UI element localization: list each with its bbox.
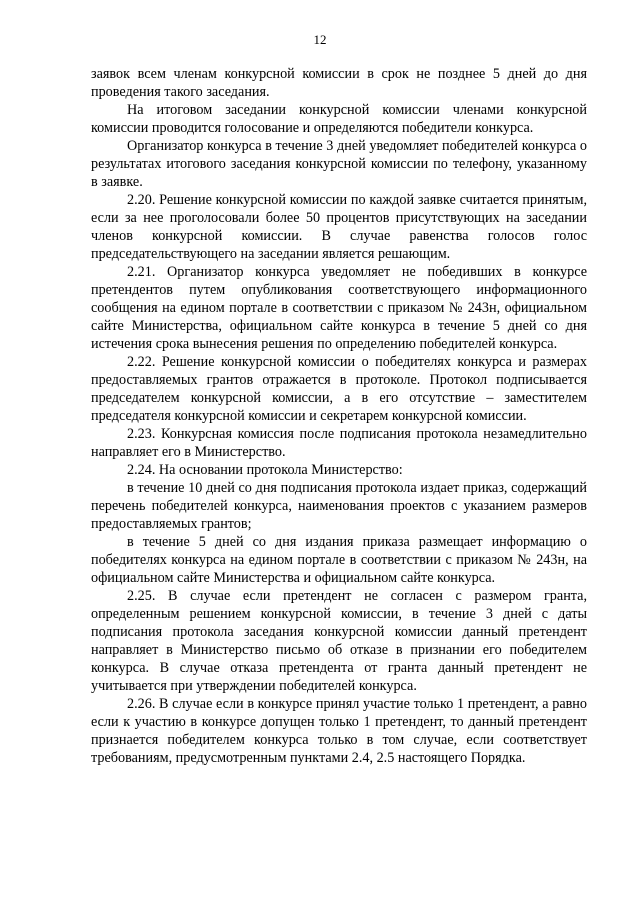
paragraph-2-22: 2.22. Решение конкурсной комиссии о победителях конкурса и размерах предоставляемых грантов отражается в протоколе. Протокол подписывается председателем конкурсной комиссии, а в его отсутствие – заместителем председателя конкурсной комиссии и секретарем конкурсной комиссии. <box>91 354 587 424</box>
paragraph-2-21: 2.21. Организатор конкурса уведомляет не победивших в конкурсе претендентов путем опубликования соответствующего информационного сообщения на едином портале в соответствии с приказом № 243н, официальном сайте Министерства, официальном сайте конкурса в течение 5 дней со дня истечения срока вынесения решения по определению победителей конкурса. <box>91 264 587 352</box>
paragraph-2-20: 2.20. Решение конкурсной комиссии по каждой заявке считается принятым, если за нее проголосовали более 50 процентов присутствующих на заседании членов конкурсной комиссии. В случае равенства голосов голос председательствующего на заседании является решающим. <box>91 192 587 262</box>
paragraph-2-25: 2.25. В случае если претендент не согласен с размером гранта, определенным решением конкурсной комиссии, в течение 3 дней с даты подписания протокола заседания конкурсной комиссии данный претендент направляет в Министерство письмо об отказе в признании его победителем конкурса. В случае отказа претендента от гранта данный претендент не учитывается при утверждении победителей конкурса. <box>91 588 587 694</box>
paragraph-2-26: 2.26. В случае если в конкурсе принял участие только 1 претендент, а равно если к участию в конкурсе допущен только 1 претендент, то данный претендент признается победителем конкурса только в том случае, если соответствует требованиям, предусмотренным пунктами 2.4, 2.5 настоящего Порядка. <box>91 696 587 766</box>
page-number: 12 <box>313 32 327 47</box>
paragraph-2-24-item-order: в течение 10 дней со дня подписания протокола издает приказ, содержащий перечень победителей конкурса, наименования проектов с указанием размеров предоставляемых грантов; <box>91 480 587 532</box>
paragraph-continuation: заявок всем членам конкурсной комиссии в срок не позднее 5 дней до дня проведения такого заседания. <box>91 66 587 100</box>
paragraph-2-24-item-publication: в течение 5 дней со дня издания приказа размещает информацию о победителях конкурса на едином портале в соответствии с приказом № 243н, на официальном сайте Министерства и официальном сайте конкурса. <box>91 534 587 586</box>
paragraph-2-23: 2.23. Конкурсная комиссия после подписания протокола незамедлительно направляет его в Министерство. <box>91 426 587 460</box>
paragraph-2-24: 2.24. На основании протокола Министерство: <box>127 462 403 478</box>
paragraph-final-meeting-vote: На итоговом заседании конкурсной комиссии членами конкурсной комиссии проводится голосование и определяются победители конкурса. <box>91 102 587 136</box>
document-body <box>91 65 587 767</box>
paragraph-organizer-notifies-winners: Организатор конкурса в течение 3 дней уведомляет победителей конкурса о результатах итогового заседания конкурсной комиссии по телефону, указанному в заявке. <box>91 138 587 190</box>
